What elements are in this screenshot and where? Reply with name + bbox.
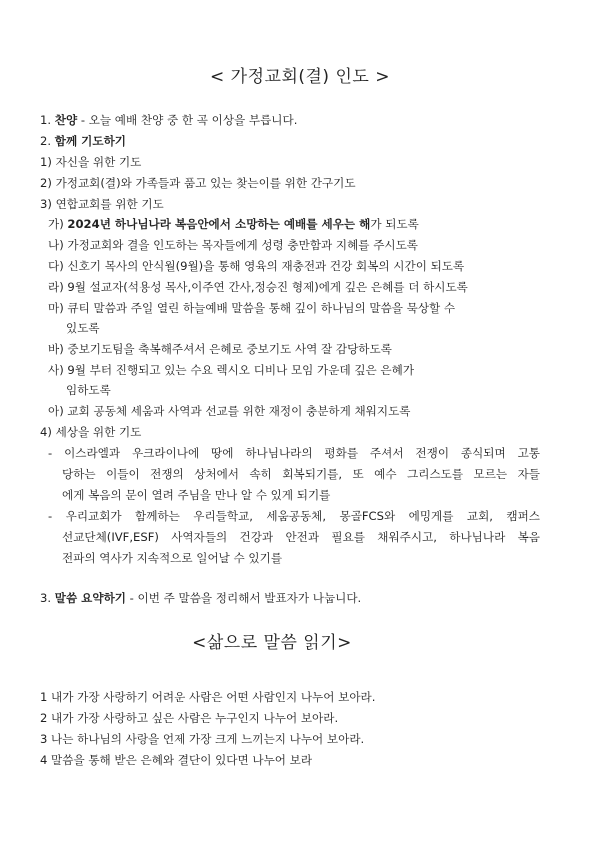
section-number: 1. [40,113,52,127]
world-prayer-line: 당하는 이들이 전쟁의 상처에서 속히 회복되기를, 또 예수 그리스도를 모르는 자들 [62,467,540,481]
prayer-subitem: 사) 9월 부터 진행되고 있는 수요 렉시오 디비나 모임 가운데 깊은 은혜가 [48,363,415,377]
section-2-prayer [40,133,126,149]
section-label: 찬양 [54,113,78,127]
world-prayer-line: - 우리교회가 함께하는 우리들학교, 세움공동체, 몽골FCS와 에밍게를 교회, 캠퍼스 [48,509,540,523]
section-3-summary [40,590,361,606]
page-title: < 가정교회(결) 인도 > [210,67,390,87]
subtitle: <삶으로 말씀 읽기> [192,633,352,653]
world-prayer-line: 선교단체(IVF,ESF) 사역자들의 건강과 안전과 필요를 채워주시고, 하나님나라 복음 [62,530,540,544]
prayer-item: 3) 연합교회를 위한 기도 [40,197,164,211]
question-item: 1 내가 가장 사랑하기 어려운 사람은 어떤 사람인지 나누어 보아라. [40,690,376,704]
prayer-subitem: 나) 가정교회와 결을 인도하는 목자들에게 성령 충만함과 지혜를 주시도록 [48,238,418,252]
section-text: - 이번 주 말씀을 정리해서 발표자가 나눕니다. [125,591,362,605]
world-prayer-line: 전파의 역사가 지속적으로 일어날 수 있기를 [62,551,283,565]
world-prayer-line: - 이스라엘과 우크라이나에 땅에 하나님나라의 평화를 주셔서 전쟁이 종식되며 고통 [48,446,540,460]
section-1-praise [40,112,297,128]
prayer-item: 2) 가정교회(결)와 가족들과 품고 있는 찾는이를 위한 간구기도 [40,176,356,190]
prayer-subitem: 마) 큐티 말씀과 주일 열린 하늘예배 말씀을 통해 깊이 하나님의 말씀을 묵상할 수 [48,301,456,315]
prayer-subitem: 바) 중보기도팀을 축복해주셔서 은혜로 중보기도 사역 잘 감당하도록 [48,342,392,356]
prayer-subitem-continued: 임하도록 [66,383,111,397]
subitem-marker: 가) [48,217,64,231]
prayer-item: 4) 세상을 위한 기도 [40,425,142,439]
world-prayer-line: 에게 복음의 문이 열려 주님을 만나 알 수 있게 되기를 [62,488,331,502]
prayer-subitem [48,216,419,232]
subitem-text: 가 되도록 [370,217,419,231]
question-item: 4 말씀을 통해 받은 은혜와 결단이 있다면 나누어 보라 [40,753,313,767]
question-item: 2 내가 가장 사랑하고 싶은 사람은 누구인지 나누어 보아라. [40,711,339,725]
section-text: - 오늘 예배 찬양 중 한 곡 이상을 부릅니다. [77,113,298,127]
subitem-bold-text: 2024년 하나님나라 복음안에서 소망하는 예배를 세우는 해 [67,217,371,231]
prayer-subitem: 아) 교회 공동체 세움과 사역과 선교를 위한 재정이 충분하게 채워지도록 [48,404,411,418]
prayer-subitem: 라) 9월 설교자(석용성 목사,이주연 간사,정승진 형제)에게 깊은 은혜를 더 하시도록 [48,280,468,294]
question-item: 3 나는 하나님의 사랑을 언제 가장 크게 느끼는지 나누어 보아라. [40,732,365,746]
section-number: 2. [40,134,52,148]
section-label: 말씀 요약하기 [54,591,126,605]
section-number: 3. [40,591,52,605]
prayer-item: 1) 자신을 위한 기도 [40,155,142,169]
prayer-subitem: 다) 신호기 목사의 안식월(9월)을 통해 영육의 재충전과 건강 회복의 시간이 되도록 [48,259,465,273]
prayer-subitem-continued: 있도록 [66,321,100,335]
section-label: 함께 기도하기 [54,134,126,148]
